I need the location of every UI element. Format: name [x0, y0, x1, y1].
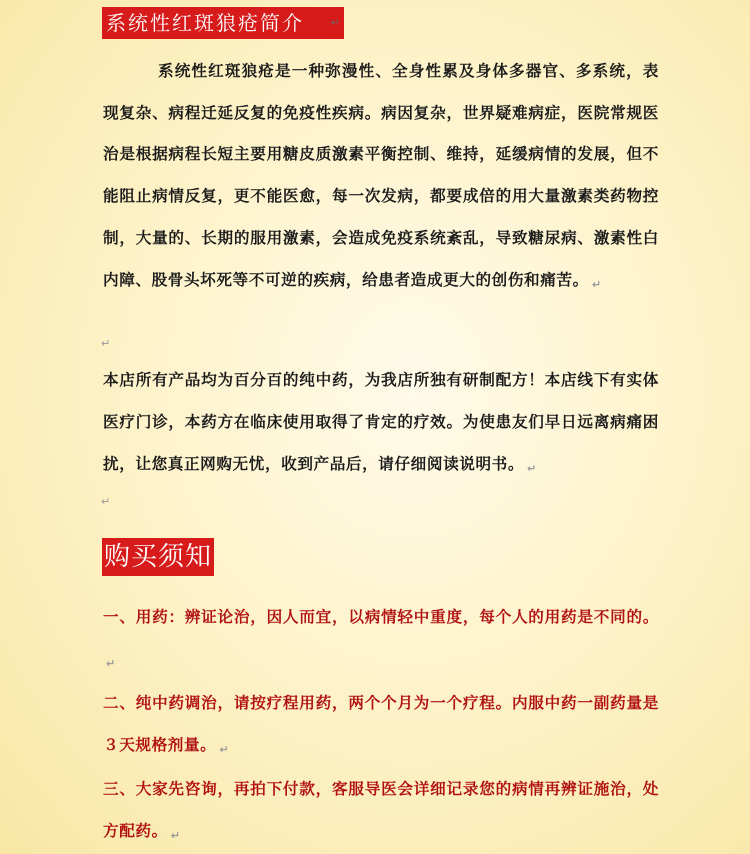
paragraph-mark-icon: ↵ — [101, 337, 111, 350]
store-paragraph — [103, 359, 659, 487]
paragraph-mark-icon: ↵ — [591, 277, 602, 291]
intro-heading-banner — [102, 7, 344, 39]
purchase-notice-heading-banner — [102, 538, 214, 576]
purchase-note-text: 三、大家先咨询，再拍下付款，客服导医会详细记录您的病情再辨证施治，处方配药。 — [103, 779, 659, 840]
intro-paragraph-text: 系统性红斑狼疮是一种弥漫性、全身性累及身体多器官、多系统，表现复杂、病程迁延反复的免疫性疾病。病因复杂，世界疑难病症，医院常规医治是根据病程长短主要用糖皮质激素平衡控制、维持，延缓病情的发展，但不能阻止病情反复，更不能医愈，每一次发病，都要成倍的用大量激素类药物控制，大量的、长期的服用激素，会造成免疫系统紊乱，导致糖尿病、激素性白内障、股骨头坏死等不可逆的疾病，给患者造成更大的创伤和痛苦。 — [103, 61, 659, 289]
paragraph-mark-icon: ↵ — [330, 16, 342, 29]
purchase-note-item — [103, 596, 659, 682]
purchase-notes-list — [103, 596, 659, 854]
purchase-note-item — [103, 768, 659, 854]
intro-heading: 系统性红斑狼疮简介 — [106, 11, 304, 35]
paragraph-mark-icon: ↵ — [101, 495, 111, 508]
intro-paragraph — [103, 50, 659, 302]
paragraph-mark-icon: ↵ — [219, 743, 230, 756]
paragraph-mark-icon: ↵ — [527, 462, 537, 475]
purchase-note-item — [103, 682, 659, 768]
purchase-notice-heading: 购买须知 — [104, 542, 213, 572]
purchase-note-text: 二、纯中药调治，请按疗程用药，两个个月为一个疗程。内服中药一副药量是３天规格剂量。 — [103, 693, 659, 754]
paragraph-mark-icon: ↵ — [170, 829, 181, 842]
purchase-note-text: 一、用药：辨证论治，因人而宜，以病情轻中重度，每个人的用药是不同的。 — [103, 607, 659, 626]
paragraph-mark-icon: ↵ — [106, 657, 116, 670]
store-paragraph-text: 本店所有产品均为百分百的纯中药，为我店所独有研制配方！本店线下有实体医疗门诊，本药方在临床使用取得了肯定的疗效。为使患友们早日远离病痛困扰，让您真正网购无忧，收到产品后，请仔细阅读说明书。 — [103, 370, 659, 473]
